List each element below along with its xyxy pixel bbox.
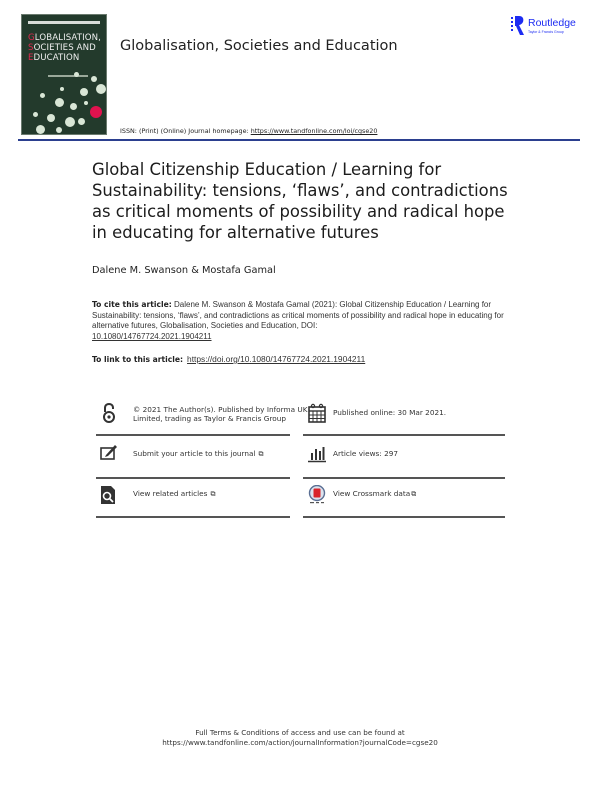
external-link-icon: ⧉ <box>258 450 264 458</box>
footer-terms-text: Full Terms & Conditions of access and use can be found at <box>195 728 405 737</box>
cover-dot <box>36 125 45 134</box>
submit-article-link[interactable] <box>100 443 290 467</box>
publisher-name: Routledge <box>528 17 576 29</box>
cite-label: To cite this article: <box>92 300 172 309</box>
cover-initial: G <box>28 33 35 43</box>
external-link-icon: ⧉ <box>411 490 417 498</box>
related-articles-label: View related articles <box>133 489 208 498</box>
cover-dot <box>70 103 77 110</box>
citation-block <box>92 300 512 342</box>
article-authors: Dalene M. Swanson & Mostafa Gamal <box>92 265 276 276</box>
external-link-icon: ⧉ <box>210 490 216 498</box>
publisher-tagline: Taylor & Francis Group <box>528 30 564 34</box>
crossmark-link[interactable] <box>308 485 508 509</box>
cover-initial: E <box>28 53 34 63</box>
cover-title <box>28 33 107 63</box>
cover-dot <box>91 76 97 82</box>
cite-text: Dalene M. Swanson & Mostafa Gamal (2021): Global Citizenship Education / Learning for Sustainability: tensions, ‘flaws’, and contradictions as critical moments of possibility and radical hope in educating for alternative futures, Globalisation, Societies and Education, DOI: <box>92 300 504 330</box>
document-search-icon <box>100 485 118 505</box>
calendar-icon <box>308 403 326 423</box>
journal-homepage-link[interactable]: https://www.tandfonline.com/loi/cgse20 <box>250 127 378 135</box>
cover-dot <box>33 112 38 117</box>
publisher-logo[interactable] <box>511 16 591 38</box>
crossmark-label: View Crossmark data <box>333 489 411 498</box>
article-views-count: Article views: 297 <box>333 449 399 458</box>
edit-pencil-icon <box>100 443 118 463</box>
routledge-r-icon <box>511 16 525 36</box>
cover-dot <box>74 72 79 77</box>
info-divider <box>303 516 505 518</box>
cover-dot <box>55 98 64 107</box>
crossmark-text <box>333 489 508 499</box>
related-articles-text <box>133 489 308 499</box>
article-link-line <box>92 354 512 364</box>
submit-article-text <box>133 449 308 459</box>
info-divider <box>96 434 290 436</box>
cover-title-line: LOBALISATION, <box>34 33 101 43</box>
info-divider <box>303 434 505 436</box>
journal-title: Globalisation, Societies and Education <box>120 38 398 54</box>
related-articles-link[interactable] <box>100 485 290 509</box>
cover-dot-accent <box>90 106 102 118</box>
info-divider <box>96 477 290 479</box>
article-title: Global Citizenship Education / Learning for Sustainability: tensions, ‘flaws’, and contradictions as critical moments of possibility and radical hope in educating for alternative futures <box>92 160 508 242</box>
cover-subtext <box>48 75 88 77</box>
article-doi-url[interactable]: https://doi.org/10.1080/14767724.2021.1904211 <box>187 354 366 364</box>
journal-cover-image <box>21 14 107 135</box>
cover-dot <box>60 87 64 91</box>
issn-line <box>120 127 377 135</box>
license-info <box>100 403 308 433</box>
cover-dot <box>96 84 106 94</box>
cover-title-line: DUCATION <box>33 53 80 63</box>
cover-dot <box>47 114 55 122</box>
cover-dot <box>78 118 85 125</box>
issn-label: ISSN: (Print) (Online) Journal homepage: <box>120 127 251 135</box>
cover-top-bar <box>28 21 100 24</box>
published-info <box>308 403 508 427</box>
cover-dot <box>40 93 45 98</box>
cover-dot <box>65 117 75 127</box>
cover-initial: S <box>28 43 34 53</box>
open-access-icon <box>100 403 118 423</box>
info-divider <box>96 516 290 518</box>
license-text: © 2021 The Author(s). Published by Informa UK Limited, trading as Taylor & Francis Group <box>133 405 308 424</box>
submit-article-label: Submit your article to this journal <box>133 449 256 458</box>
bar-chart-icon <box>308 443 326 463</box>
crossmark-icon <box>308 485 326 505</box>
footer-terms-url[interactable]: https://www.tandfonline.com/action/journalInformation?journalCode=cgse20 <box>162 738 438 747</box>
cite-doi-link[interactable]: 10.1080/14767724.2021.1904211 <box>92 331 212 341</box>
info-divider <box>303 477 505 479</box>
article-views-info <box>308 443 508 467</box>
cover-dot <box>80 88 88 96</box>
published-date: Published online: 30 Mar 2021. <box>333 408 447 417</box>
link-label: To link to this article: <box>92 355 184 364</box>
header-divider <box>18 139 580 141</box>
cover-title-line: OCIETIES AND <box>33 43 96 53</box>
cover-dot <box>84 101 88 105</box>
cover-dot <box>56 127 62 133</box>
footer-terms <box>0 728 600 748</box>
